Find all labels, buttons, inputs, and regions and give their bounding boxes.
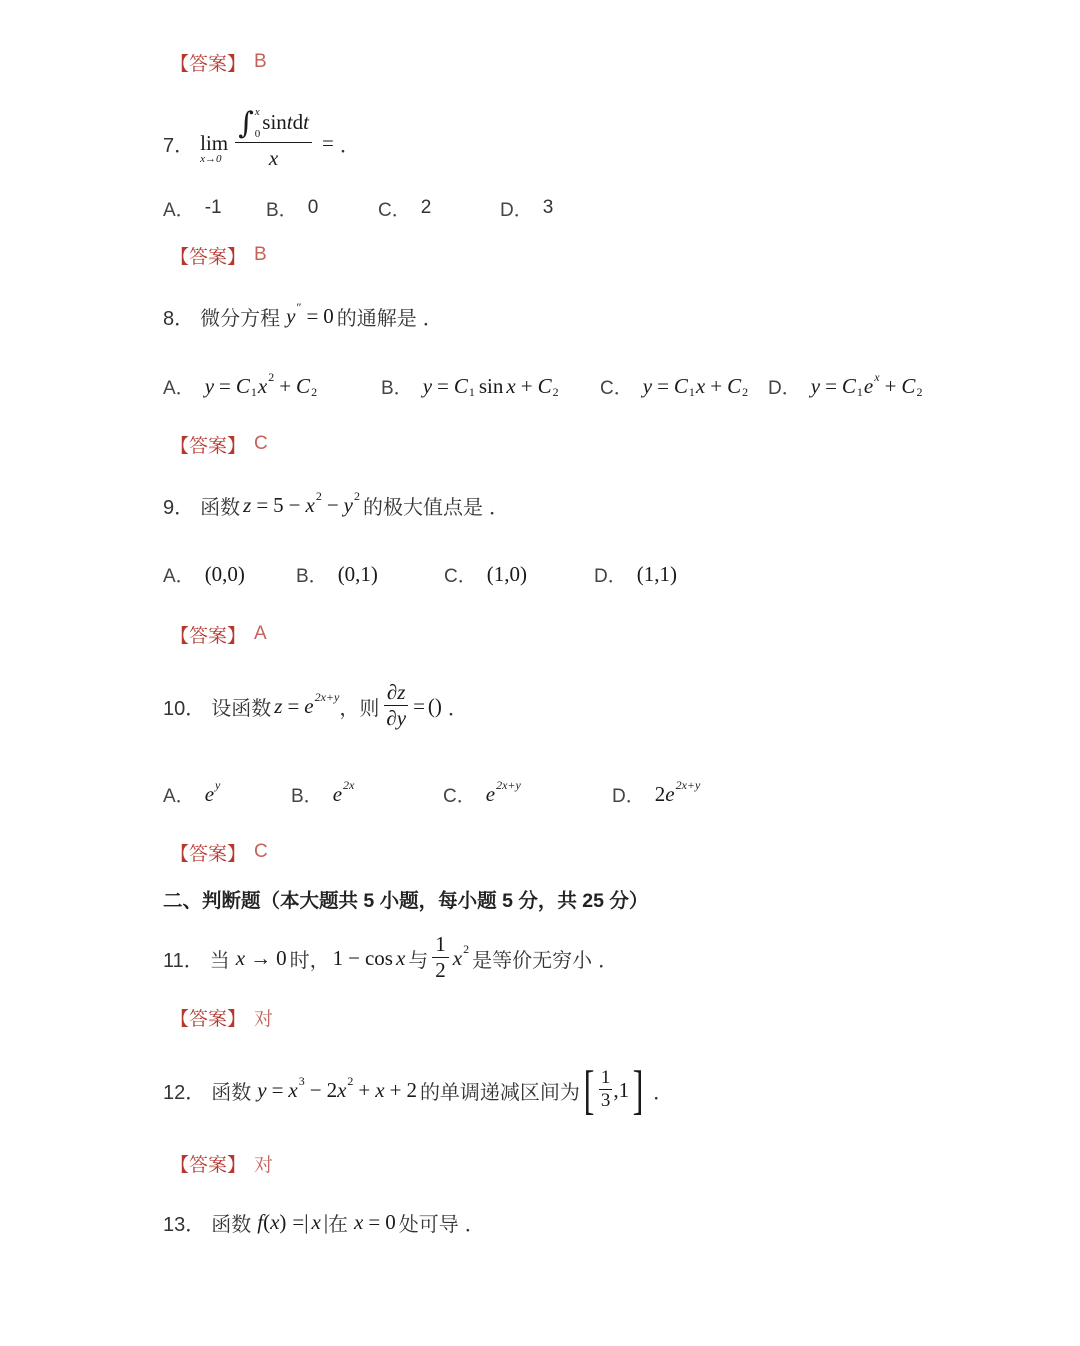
math-variable: y: [204, 373, 215, 398]
question-7: [163, 103, 360, 183]
question-9: [163, 485, 509, 525]
denominator-variable: x: [268, 146, 279, 170]
paren-close: ): [279, 1209, 287, 1234]
constant-c1: C: [841, 373, 856, 398]
integral-lower-limit: 0: [254, 128, 261, 140]
constant-c1: C: [235, 373, 250, 398]
question-text: 与: [408, 949, 429, 972]
question-number: 13．: [163, 1213, 206, 1236]
subscript: 1: [250, 384, 257, 399]
option-b: [291, 774, 354, 814]
math-variable: x: [257, 373, 268, 398]
option-a: [163, 366, 318, 406]
minus-sign: −: [288, 492, 301, 517]
end-mark: ．: [447, 697, 468, 720]
answer-value: B: [254, 51, 267, 72]
subscript: 1: [688, 384, 695, 399]
option-value: (1,1): [636, 561, 677, 586]
superscript: 2: [347, 1073, 354, 1088]
abs-bar-close: |: [323, 1209, 329, 1234]
math-variable: x: [235, 945, 246, 970]
answer-top: [170, 42, 267, 82]
math-constant: 0: [276, 945, 287, 970]
end-mark: ．: [464, 1213, 485, 1236]
option-letter: C．: [378, 199, 411, 221]
question-text: 的极大值点是: [363, 496, 483, 519]
integrand-function: sin: [262, 110, 287, 134]
limit-operator: [200, 130, 229, 165]
question-text: 则: [359, 697, 380, 720]
subscript: 2: [552, 384, 559, 399]
answer-value: 对: [254, 1008, 274, 1030]
answer-label: 【答案】: [170, 843, 247, 865]
answer-value: A: [254, 623, 267, 644]
option-a: [163, 774, 220, 814]
math-constant: 5: [273, 492, 284, 517]
subscript: 1: [468, 384, 475, 399]
plus-sign: +: [389, 1077, 402, 1102]
question-11: [163, 926, 618, 990]
equals-sign: =: [437, 373, 449, 398]
question-text: 设函数: [211, 697, 272, 720]
option-letter: D．: [768, 377, 801, 399]
subscript: 1: [856, 384, 863, 399]
equals-sign: =: [413, 693, 425, 718]
question-text: 在: [328, 1213, 349, 1236]
arrow: →: [250, 945, 272, 970]
option-value: (1,0): [486, 561, 527, 586]
interval-close-bracket: ]: [632, 1060, 644, 1120]
fraction-denominator: ∂y: [386, 706, 407, 730]
equals-sign: =: [321, 130, 334, 155]
answer-11: [170, 997, 273, 1037]
plus-sign: +: [520, 373, 533, 398]
exponent: 2x+y: [314, 689, 340, 704]
coefficient: 2: [326, 1077, 338, 1102]
constant-c2: C: [296, 373, 311, 398]
equals-sign: =: [306, 303, 319, 328]
answer-7: [170, 235, 267, 275]
end-mark: ．: [653, 1081, 674, 1104]
answer-12: [170, 1143, 273, 1183]
option-letter: D．: [612, 785, 645, 807]
half-fraction: [432, 928, 449, 988]
option-d: [500, 188, 553, 228]
answer-value: C: [254, 841, 268, 862]
math-constant: 0: [385, 1209, 396, 1234]
end-mark: ．: [598, 949, 619, 972]
constant-c1: C: [453, 373, 468, 398]
abs-bar-open: |: [304, 1209, 309, 1234]
answer-label: 【答案】: [170, 1008, 247, 1030]
exponent: y: [215, 777, 221, 792]
subscript: 2: [742, 384, 749, 399]
fraction-numerator: 1: [599, 1062, 613, 1090]
option-letter: D．: [594, 565, 627, 587]
option-c: [600, 366, 749, 406]
exponential-base: e: [665, 781, 675, 806]
exponential-base: e: [304, 693, 314, 718]
plus-sign: +: [358, 1077, 371, 1102]
math-function: sin: [478, 373, 504, 398]
answer-value: B: [254, 244, 267, 265]
answer-value: 对: [254, 1154, 274, 1176]
math-constant: 2: [406, 1077, 417, 1102]
math-function: cos: [364, 945, 393, 970]
math-variable: x: [506, 373, 516, 398]
answer-label: 【答案】: [170, 1154, 247, 1176]
option-value: -1: [204, 197, 222, 218]
partial-derivative-fraction: [383, 676, 409, 736]
option-letter: C．: [600, 377, 633, 399]
option-letter: A．: [163, 785, 195, 807]
limit-label: lim: [200, 130, 229, 155]
interval-open-bracket: [: [583, 1060, 595, 1120]
option-letter: B．: [266, 199, 298, 221]
option-value: (0,1): [337, 561, 378, 586]
integral-fraction: [235, 103, 312, 183]
option-value: (0,0): [204, 561, 245, 586]
question-text: 函数: [200, 496, 241, 519]
minus-sign: −: [309, 1077, 322, 1102]
equals-sign: =: [368, 1209, 381, 1234]
equals-sign: =: [287, 693, 300, 718]
plus-sign: +: [279, 373, 292, 398]
paren-open: (: [263, 1209, 271, 1234]
coefficient: 2: [654, 781, 666, 806]
question-text: 的通解是: [336, 307, 417, 330]
question-number: 8．: [163, 307, 195, 330]
option-c: [443, 774, 521, 814]
superscript: 2: [315, 488, 322, 503]
option-a: [163, 188, 222, 228]
fraction-denominator: 2: [435, 958, 446, 982]
option-value: 2: [420, 197, 432, 218]
option-letter: D．: [500, 199, 533, 221]
option-letter: C．: [444, 565, 477, 587]
option-b: [266, 188, 318, 228]
question-number: 7．: [163, 134, 195, 157]
option-letter: A．: [163, 377, 195, 399]
math-variable: x: [452, 945, 463, 970]
question-number: 11．: [163, 949, 204, 972]
exponential-base: e: [863, 373, 874, 398]
subscript: 2: [311, 384, 318, 399]
option-d: [768, 366, 923, 406]
answer-value: C: [254, 433, 268, 454]
question-10: [163, 674, 468, 738]
end-mark: ．: [422, 307, 443, 330]
math-variable: y: [642, 373, 653, 398]
math-variable: y: [286, 303, 296, 328]
math-variable: y: [257, 1077, 267, 1102]
math-variable: x: [305, 492, 315, 517]
option-value: 3: [542, 197, 554, 218]
equals-sign: =: [271, 1077, 284, 1102]
second-derivative-mark: ″: [296, 299, 302, 314]
interval-fraction: [599, 1062, 613, 1118]
exponential-base: e: [204, 781, 215, 806]
integrand: [262, 110, 309, 142]
exponential-base: e: [332, 781, 343, 806]
question-number: 10．: [163, 697, 206, 720]
question-number: 12．: [163, 1081, 206, 1104]
question-text: 函数: [211, 1081, 252, 1104]
constant-c2: C: [901, 373, 916, 398]
option-c: [444, 554, 527, 594]
integrand-variable: t: [286, 110, 293, 134]
end-mark: ．: [489, 496, 509, 519]
question-text: 是等价无穷小: [472, 949, 593, 972]
option-d: [612, 774, 700, 814]
question-text: 当: [209, 949, 230, 972]
question-12: [163, 1058, 673, 1122]
math-variable: y: [422, 373, 433, 398]
end-mark: ．: [339, 134, 360, 157]
answer-8: [170, 424, 268, 464]
fraction-denominator: [266, 143, 281, 183]
integral-upper-limit: x: [254, 106, 260, 118]
option-letter: B．: [291, 785, 323, 807]
option-c: [378, 188, 431, 228]
option-letter: C．: [443, 785, 476, 807]
question-text: 函数: [211, 1213, 252, 1236]
integrand-differential: d: [292, 110, 304, 134]
constant-c1: C: [673, 373, 688, 398]
math-variable: x: [337, 1077, 347, 1102]
fraction-numerator: ∂z: [384, 676, 409, 706]
superscript: 2: [268, 369, 275, 384]
answer-label: 【答案】: [170, 246, 247, 268]
question-text: 时，: [289, 949, 330, 972]
math-variable: x: [395, 945, 406, 970]
equals-sign: =: [657, 373, 669, 398]
integrand-differential-variable: t: [303, 110, 309, 134]
option-d: [594, 554, 677, 594]
section-heading: 二、判断题（本大题共 5 小题，每小题 5 分，共 25 分）: [163, 890, 649, 912]
question-13: [163, 1202, 485, 1242]
equals-sign: =: [256, 492, 269, 517]
function-name: f: [257, 1209, 264, 1234]
answer-blank: (): [427, 693, 442, 718]
limit-subscript: x→0: [200, 152, 222, 165]
question-text: 微分方程: [200, 307, 281, 330]
exponent: 2x+y: [675, 777, 701, 792]
superscript: 3: [298, 1073, 305, 1088]
fraction-numerator: [235, 103, 312, 143]
constant-c2: C: [537, 373, 552, 398]
option-letter: A．: [163, 565, 195, 587]
equals-sign: =: [292, 1209, 305, 1234]
math-variable: x: [288, 1077, 298, 1102]
comma: ，: [339, 697, 360, 720]
question-8: [163, 296, 443, 336]
fraction-denominator: 3: [600, 1090, 611, 1111]
math-variable: x: [375, 1077, 385, 1102]
option-letter: B．: [381, 377, 413, 399]
option-value: 0: [307, 197, 319, 218]
integral-sign: ∫: [238, 106, 254, 141]
equals-sign: =: [825, 373, 837, 398]
question-text: 的单调递减区间为: [419, 1081, 580, 1104]
option-b: [381, 366, 560, 406]
math-variable: x: [354, 1209, 364, 1234]
fraction-numerator: 1: [432, 928, 449, 958]
math-variable: x: [695, 373, 706, 398]
math-variable: x: [311, 1209, 321, 1234]
answer-label: 【答案】: [170, 625, 247, 647]
minus-sign: −: [326, 492, 339, 517]
superscript: x: [874, 369, 880, 384]
option-letter: B．: [296, 565, 328, 587]
math-variable: z: [274, 693, 283, 718]
integral-limits: [255, 106, 261, 142]
interval-upper-bound: ,1: [613, 1077, 630, 1102]
superscript: 2: [354, 488, 360, 503]
answer-10: [170, 832, 268, 872]
exponential-base: e: [485, 781, 496, 806]
option-a: [163, 554, 245, 594]
math-constant: 1: [332, 945, 344, 970]
plus-sign: +: [884, 373, 897, 398]
question-number: 9．: [163, 496, 195, 519]
equals-sign: =: [219, 373, 231, 398]
math-variable: x: [270, 1209, 280, 1234]
subscript: 2: [916, 384, 923, 399]
superscript: 2: [463, 941, 470, 956]
answer-label: 【答案】: [170, 53, 247, 75]
answer-label: 【答案】: [170, 435, 247, 457]
constant-c2: C: [727, 373, 742, 398]
option-letter: A．: [163, 199, 195, 221]
exponent: 2x: [343, 777, 355, 792]
minus-sign: −: [348, 945, 360, 970]
math-variable: y: [343, 492, 353, 517]
math-constant: 0: [323, 303, 334, 328]
math-variable: y: [810, 373, 821, 398]
plus-sign: +: [710, 373, 723, 398]
answer-9: [170, 614, 267, 654]
math-variable: z: [243, 492, 252, 517]
option-b: [296, 554, 378, 594]
question-text: 处可导: [398, 1213, 459, 1236]
exponent: 2x+y: [496, 777, 521, 792]
